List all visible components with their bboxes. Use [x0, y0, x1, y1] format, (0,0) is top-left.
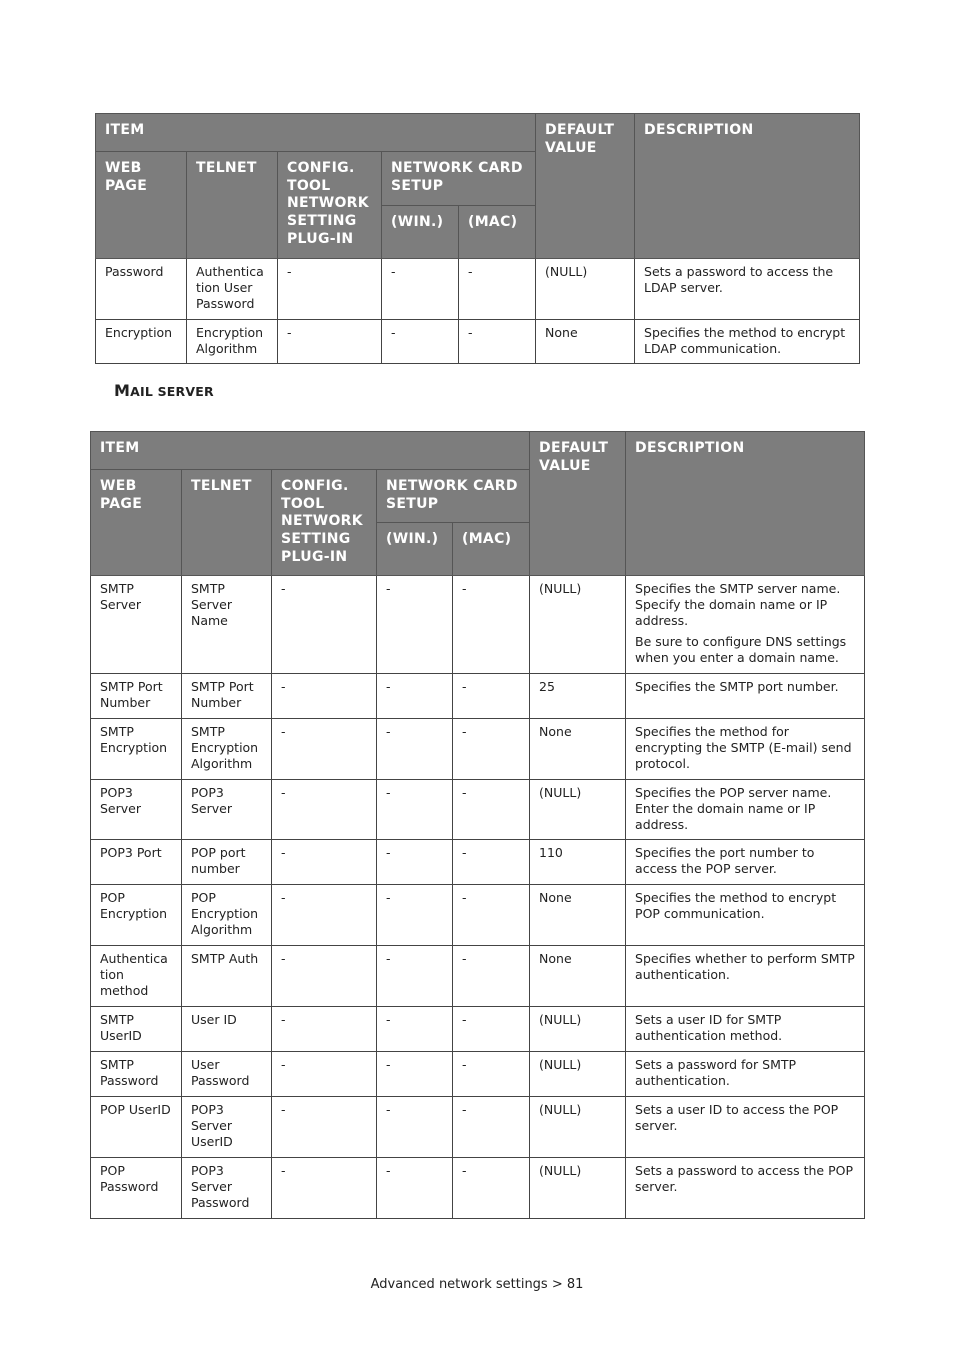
cell-win: - — [377, 719, 453, 780]
cell-default-value: None — [530, 885, 626, 946]
header-win: (WIN.) — [377, 523, 453, 576]
cell-default-value: (NULL) — [530, 1052, 626, 1097]
cell-web-page: SMTP UserID — [91, 1007, 182, 1052]
section-title-initial: M — [114, 381, 131, 400]
description-paragraph: Specifies the POP server name. Enter the domain name or IP address. — [635, 785, 832, 832]
cell-telnet: SMTP Server Name — [182, 576, 272, 674]
cell-mac: - — [453, 840, 530, 885]
header-network-card-setup: NETWORK CARD SETUP — [382, 152, 536, 206]
cell-telnet: Authentica tion User Password — [187, 259, 278, 320]
cell-default-value: (NULL) — [530, 1007, 626, 1052]
header-web-page: WEB PAGE — [96, 152, 187, 259]
cell-config-tool: - — [272, 674, 377, 719]
table-row — [91, 1052, 865, 1097]
table-row — [96, 320, 860, 364]
cell-win: - — [377, 1052, 453, 1097]
cell-default-value: (NULL) — [530, 576, 626, 674]
description-paragraph: Be sure to configure DNS settings when you enter a domain name. — [635, 634, 847, 665]
cell-description — [626, 946, 865, 1007]
cell-win: - — [382, 259, 459, 320]
cell-config-tool: - — [272, 1097, 377, 1158]
cell-description — [626, 885, 865, 946]
description-paragraph: Sets a user ID for SMTP authentication method. — [635, 1012, 783, 1043]
cell-telnet: Encryption Algorithm — [187, 320, 278, 364]
cell-mac: - — [453, 1158, 530, 1219]
table-row — [96, 259, 860, 320]
description-paragraph: Specifies the port number to access the POP server. — [635, 845, 815, 876]
section-title-mail-server — [114, 381, 214, 400]
cell-web-page: POP UserID — [91, 1097, 182, 1158]
header-telnet: TELNET — [182, 470, 272, 576]
cell-description — [626, 1052, 865, 1097]
description-paragraph: Specifies whether to perform SMTP authentication. — [635, 951, 855, 982]
description-paragraph: Specifies the method to encrypt LDAP communication. — [644, 325, 846, 356]
cell-description — [626, 840, 865, 885]
cell-telnet: User ID — [182, 1007, 272, 1052]
table-row — [91, 840, 865, 885]
ldap-settings-table — [95, 113, 860, 364]
header-default-value: DEFAULT VALUE — [536, 114, 635, 259]
description-paragraph: Sets a user ID to access the POP server. — [635, 1102, 839, 1133]
cell-web-page: SMTP Port Number — [91, 674, 182, 719]
ldap-table-body — [96, 259, 860, 364]
mail-server-table-body — [91, 576, 865, 1219]
description-paragraph: Specifies the SMTP port number. — [635, 679, 839, 694]
header-config-tool: CONFIG. TOOL NETWORK SETTING PLUG-IN — [272, 470, 377, 576]
cell-win: - — [377, 1097, 453, 1158]
cell-win: - — [377, 1158, 453, 1219]
cell-mac: - — [453, 576, 530, 674]
cell-mac: - — [453, 719, 530, 780]
cell-win: - — [377, 840, 453, 885]
cell-description — [635, 259, 860, 320]
header-item: ITEM — [96, 114, 536, 152]
cell-config-tool: - — [272, 1052, 377, 1097]
table-row — [91, 885, 865, 946]
cell-win: - — [377, 1007, 453, 1052]
cell-web-page: POP3 Port — [91, 840, 182, 885]
cell-default-value: 110 — [530, 840, 626, 885]
cell-web-page: SMTP Password — [91, 1052, 182, 1097]
cell-web-page: Encryption — [96, 320, 187, 364]
table-row — [91, 1007, 865, 1052]
cell-description — [626, 1158, 865, 1219]
table-row — [91, 1158, 865, 1219]
cell-web-page: POP3 Server — [91, 780, 182, 840]
cell-config-tool: - — [272, 780, 377, 840]
header-win: (WIN.) — [382, 206, 459, 259]
cell-mac: - — [459, 259, 536, 320]
cell-web-page: POP Encryption — [91, 885, 182, 946]
cell-mac: - — [453, 780, 530, 840]
description-paragraph: Specifies the SMTP server name. Specify the domain name or IP address. — [635, 581, 841, 628]
cell-telnet: POP3 Server Password — [182, 1158, 272, 1219]
cell-description — [626, 1097, 865, 1158]
table-row — [91, 780, 865, 840]
cell-telnet: SMTP Port Number — [182, 674, 272, 719]
cell-default-value: None — [530, 719, 626, 780]
header-mac: (MAC) — [453, 523, 530, 576]
header-telnet: TELNET — [187, 152, 278, 259]
cell-description — [626, 719, 865, 780]
cell-win: - — [382, 320, 459, 364]
cell-telnet: User Password — [182, 1052, 272, 1097]
description-paragraph: Sets a password to access the POP server. — [635, 1163, 854, 1194]
cell-web-page: SMTP Server — [91, 576, 182, 674]
table-row — [91, 576, 865, 674]
cell-description — [626, 674, 865, 719]
page-footer: Advanced network settings > 81 — [370, 1277, 584, 1292]
section-title-rest: AIL SERVER — [130, 384, 214, 399]
cell-description — [626, 1007, 865, 1052]
table-row — [91, 946, 865, 1007]
header-network-card-setup: NETWORK CARD SETUP — [377, 470, 530, 523]
cell-win: - — [377, 780, 453, 840]
cell-config-tool: - — [278, 320, 382, 364]
table-row — [91, 674, 865, 719]
cell-default-value: 25 — [530, 674, 626, 719]
cell-mac: - — [453, 1097, 530, 1158]
cell-config-tool: - — [272, 1007, 377, 1052]
cell-default-value: (NULL) — [536, 259, 635, 320]
header-item: ITEM — [91, 432, 530, 470]
cell-description — [626, 780, 865, 840]
cell-web-page: Authentica tion method — [91, 946, 182, 1007]
cell-telnet: POP Encryption Algorithm — [182, 885, 272, 946]
cell-mac: - — [453, 946, 530, 1007]
cell-web-page: SMTP Encryption — [91, 719, 182, 780]
description-paragraph: Sets a password for SMTP authentication. — [635, 1057, 797, 1088]
cell-config-tool: - — [278, 259, 382, 320]
cell-win: - — [377, 946, 453, 1007]
cell-mac: - — [459, 320, 536, 364]
header-description: DESCRIPTION — [626, 432, 865, 576]
cell-default-value: None — [530, 946, 626, 1007]
description-paragraph: Specifies the method for encrypting the SMTP (E-mail) send protocol. — [635, 724, 852, 771]
cell-mac: - — [453, 674, 530, 719]
cell-mac: - — [453, 885, 530, 946]
cell-web-page: POP Password — [91, 1158, 182, 1219]
header-default-value: DEFAULT VALUE — [530, 432, 626, 576]
table-row — [91, 1097, 865, 1158]
cell-win: - — [377, 885, 453, 946]
cell-telnet: POP port number — [182, 840, 272, 885]
cell-default-value: (NULL) — [530, 1158, 626, 1219]
cell-telnet: SMTP Auth — [182, 946, 272, 1007]
description-paragraph: Sets a password to access the LDAP server. — [644, 264, 834, 295]
table-row — [91, 719, 865, 780]
cell-default-value: (NULL) — [530, 780, 626, 840]
cell-mac: - — [453, 1052, 530, 1097]
cell-telnet: SMTP Encryption Algorithm — [182, 719, 272, 780]
cell-win: - — [377, 674, 453, 719]
cell-description — [626, 576, 865, 674]
cell-web-page: Password — [96, 259, 187, 320]
header-mac: (MAC) — [459, 206, 536, 259]
header-config-tool: CONFIG. TOOL NETWORK SETTING PLUG-IN — [278, 152, 382, 259]
header-description: DESCRIPTION — [635, 114, 860, 259]
cell-telnet: POP3 Server UserID — [182, 1097, 272, 1158]
cell-config-tool: - — [272, 1158, 377, 1219]
cell-telnet: POP3 Server — [182, 780, 272, 840]
cell-config-tool: - — [272, 576, 377, 674]
cell-default-value: None — [536, 320, 635, 364]
cell-description — [635, 320, 860, 364]
description-paragraph: Specifies the method to encrypt POP communication. — [635, 890, 837, 921]
header-web-page: WEB PAGE — [91, 470, 182, 576]
cell-default-value: (NULL) — [530, 1097, 626, 1158]
cell-config-tool: - — [272, 719, 377, 780]
cell-config-tool: - — [272, 885, 377, 946]
cell-config-tool: - — [272, 840, 377, 885]
cell-mac: - — [453, 1007, 530, 1052]
mail-server-table — [90, 431, 865, 1219]
cell-win: - — [377, 576, 453, 674]
cell-config-tool: - — [272, 946, 377, 1007]
